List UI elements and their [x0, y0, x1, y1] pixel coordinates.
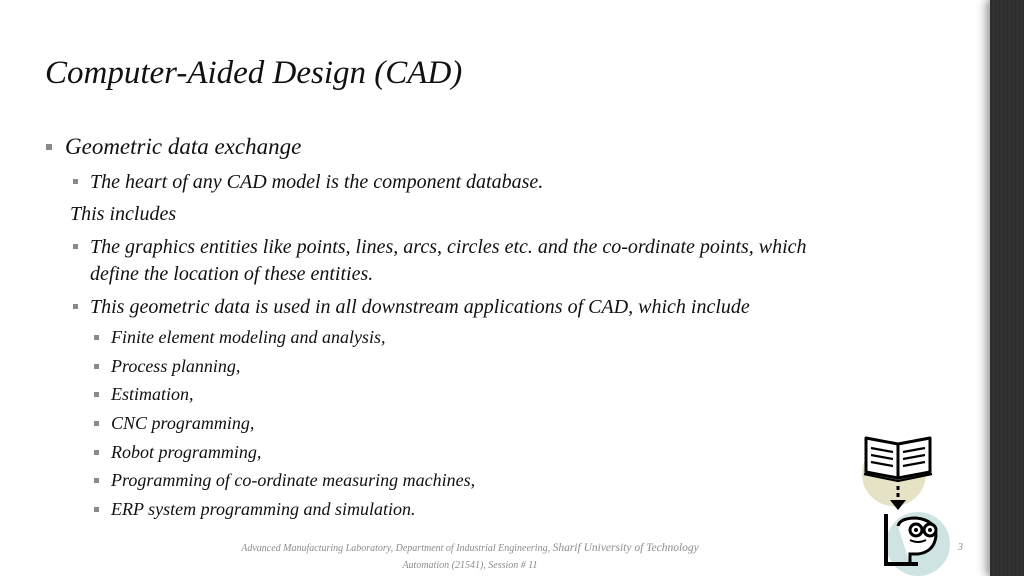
sub-bullet-item: Programming of co-ordinate measuring machines,: [111, 470, 476, 490]
bullet-component-database: The heart of any CAD model is the component database.: [90, 171, 544, 193]
bullet-downstream-applications: This geometric data is used in all downstream applications of CAD, which include: [90, 296, 750, 318]
bullet-marker: [73, 179, 78, 184]
footer-line-1: [0, 542, 940, 554]
sub-bullet-item: Process planning,: [111, 356, 241, 376]
bullet-marker: [73, 244, 78, 249]
bullet-marker: [94, 507, 99, 512]
bullet-marker: [46, 144, 52, 150]
sub-bullet-item: ERP system programming and simulation.: [111, 499, 416, 519]
sub-bullet-item: CNC programming,: [111, 413, 255, 433]
book-and-reader-icon: [858, 428, 954, 576]
bullet-marker: [94, 421, 99, 426]
bullet-marker: [94, 364, 99, 369]
sub-bullet-item: Robot programming,: [111, 442, 262, 462]
sub-bullet-item: Estimation,: [111, 384, 194, 404]
slide-title: Computer-Aided Design (CAD): [45, 55, 463, 91]
footer-lab-text: Advanced Manufacturing Laboratory, Department of Industrial Engineering,: [241, 543, 553, 554]
bullet-marker: [94, 392, 99, 397]
footer-line-2: Automation (21541), Session # 11: [402, 560, 538, 571]
bullet-geometric-data-exchange: Geometric data exchange: [65, 134, 302, 159]
bullet-marker: [94, 335, 99, 340]
right-decorative-border: [990, 0, 1024, 576]
footer-university-text: Sharif University of Technology: [552, 542, 699, 554]
bullet-marker: [94, 478, 99, 483]
text-this-includes: This includes: [70, 203, 177, 225]
bullet-marker: [94, 450, 99, 455]
bullet-graphics-entities: The graphics entities like points, lines, arcs, circles etc. and the co-ordinate points, which: [90, 236, 807, 258]
sub-bullet-item: Finite element modeling and analysis,: [111, 327, 386, 347]
page-number: 3: [958, 542, 963, 553]
bullet-graphics-entities-cont: define the location of these entities.: [90, 263, 374, 285]
bullet-marker: [73, 304, 78, 309]
